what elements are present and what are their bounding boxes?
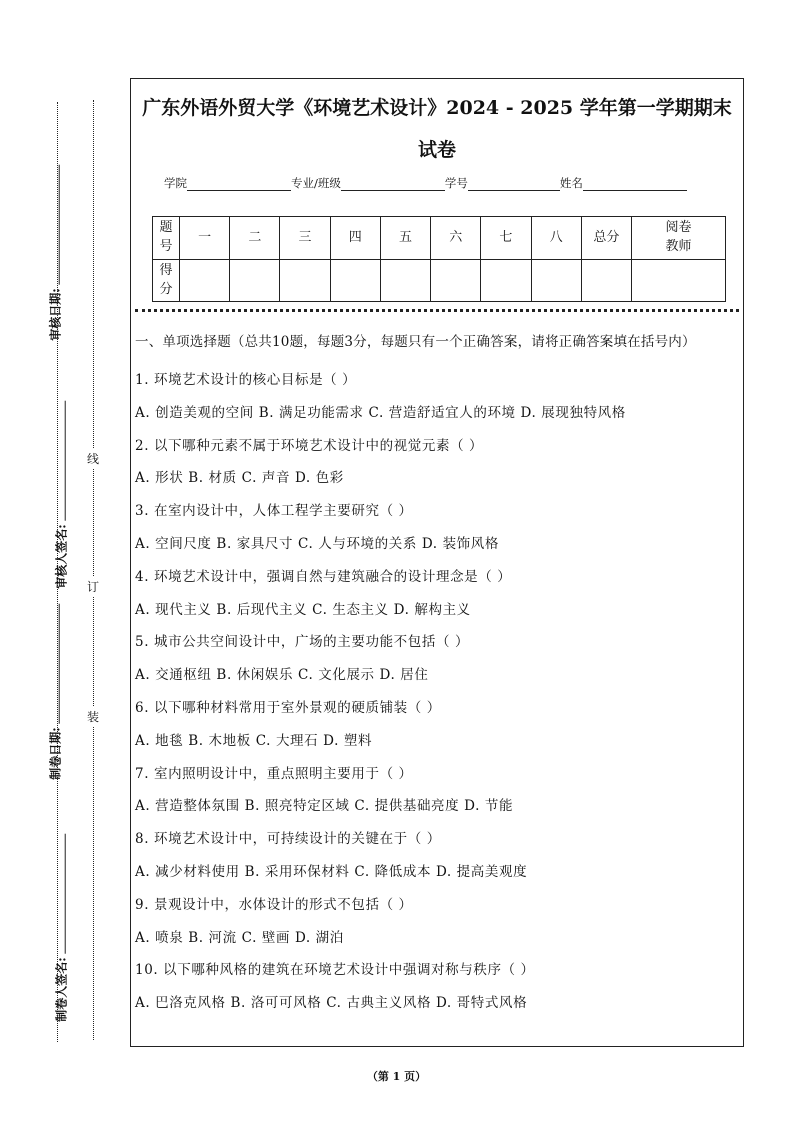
- question-number-label: 题号: [153, 217, 180, 260]
- score-cell[interactable]: [280, 259, 330, 302]
- field-name-blank[interactable]: [583, 178, 687, 191]
- score-cell[interactable]: [431, 259, 481, 302]
- question-options: A. 形状 B. 材质 C. 声音 D. 色彩: [135, 470, 344, 487]
- question-list: [135, 364, 737, 1020]
- question-options: A. 现代主义 B. 后现代主义 C. 生态主义 D. 解构主义: [135, 601, 471, 618]
- score-cell[interactable]: [180, 259, 230, 302]
- score-col-2: 二: [230, 217, 280, 260]
- question-stem: 5. 城市公共空间设计中，广场的主要功能不包括（ ）: [135, 634, 470, 651]
- student-info-row: [164, 175, 687, 191]
- score-col-8: 八: [531, 217, 581, 260]
- compile-date-label: 制卷日期:: [47, 603, 64, 779]
- field-college-blank[interactable]: [187, 178, 291, 191]
- score-col-1: 一: [180, 217, 230, 260]
- compiler-signature-label: 制卷人签名:: [53, 833, 70, 1021]
- field-student-id-label: 学号: [444, 176, 468, 190]
- binding-char-order: 订: [87, 576, 99, 597]
- score-col-3: 三: [280, 217, 330, 260]
- score-col-5: 五: [380, 217, 430, 260]
- binding-char-line: 线: [87, 448, 99, 469]
- score-label: 得分: [153, 259, 180, 302]
- score-col-7: 七: [481, 217, 531, 260]
- score-cell[interactable]: [380, 259, 430, 302]
- question-stem: 1. 环境艺术设计的核心目标是（ ）: [135, 372, 357, 388]
- score-col-6: 六: [431, 217, 481, 260]
- score-cell[interactable]: [481, 259, 531, 302]
- question-stem: 6. 以下哪种材料常用于室外景观的硬质铺装（ ）: [135, 699, 441, 716]
- question-stem: 4. 环境艺术设计中，强调自然与建筑融合的设计理念是（ ）: [135, 568, 512, 585]
- score-col-grader: 阅卷教师: [632, 217, 726, 260]
- inner-dotted-line: [93, 100, 94, 1040]
- section-heading: 一、单项选择题（总共10题，每题3分，每题只有一个正确答案，请将正确答案填在括号内）: [135, 334, 696, 350]
- section-single-choice: [135, 332, 737, 1020]
- question-stem: 10. 以下哪种风格的建筑在环境艺术设计中强调对称与秩序（ ）: [135, 962, 535, 979]
- score-cell[interactable]: [230, 259, 280, 302]
- question-options: A. 地毯 B. 木地板 C. 大理石 D. 塑料: [135, 732, 373, 749]
- question-options: A. 减少材料使用 B. 采用环保材料 C. 降低成本 D. 提高美观度: [135, 863, 528, 880]
- field-student-id-blank[interactable]: [468, 178, 560, 191]
- question-stem: 7. 室内照明设计中，重点照明主要用于（ ）: [135, 765, 413, 782]
- reviewer-signature-label: 审核人签名:: [53, 400, 70, 588]
- score-cell[interactable]: [531, 259, 581, 302]
- section-divider: [135, 309, 739, 312]
- question-stem: 3. 在室内设计中，人体工程学主要研究（ ）: [135, 503, 413, 520]
- score-cell-total[interactable]: [581, 259, 631, 302]
- question-stem: 8. 环境艺术设计中，可持续设计的关键在于（ ）: [135, 831, 441, 848]
- question-options: A. 喷泉 B. 河流 C. 壁画 D. 湖泊: [135, 929, 344, 946]
- score-values-row: [153, 259, 726, 302]
- exam-title: 广东外语外贸大学《环境艺术设计》2024 - 2025 学年第一学期期末试卷: [142, 97, 732, 161]
- question-options: A. 巴洛克风格 B. 洛可可风格 C. 古典主义风格 D. 哥特式风格: [135, 995, 528, 1012]
- score-cell-grader[interactable]: [632, 259, 726, 302]
- review-date-label: 审核日期:: [47, 164, 64, 340]
- binding-char-bind: 装: [87, 706, 99, 727]
- question-options: A. 营造整体氛围 B. 照亮特定区域 C. 提供基础亮度 D. 节能: [135, 798, 514, 815]
- score-col-4: 四: [330, 217, 380, 260]
- question-options: A. 创造美观的空间 B. 满足功能需求 C. 营造舒适宜人的环境 D. 展现独特风格: [135, 404, 626, 421]
- question-stem: 2. 以下哪种元素不属于环境艺术设计中的视觉元素（ ）: [135, 437, 484, 454]
- score-header-row: [153, 217, 726, 260]
- field-major-label: 专业/班级: [291, 176, 341, 190]
- score-col-total: 总分: [581, 217, 631, 260]
- field-major-blank[interactable]: [341, 178, 445, 191]
- question-stem: 9. 景观设计中，水体设计的形式不包括（ ）: [135, 896, 413, 913]
- field-college-label: 学院: [164, 176, 187, 190]
- question-options: A. 空间尺度 B. 家具尺寸 C. 人与环境的关系 D. 装饰风格: [135, 535, 499, 552]
- field-name-label: 姓名: [559, 176, 583, 190]
- score-table: [152, 216, 726, 302]
- question-options: A. 交通枢纽 B. 休闲娱乐 C. 文化展示 D. 居住: [135, 667, 429, 684]
- page-number: （第 1 页）: [366, 1070, 427, 1083]
- exam-paper-frame: [130, 78, 744, 1047]
- score-cell[interactable]: [330, 259, 380, 302]
